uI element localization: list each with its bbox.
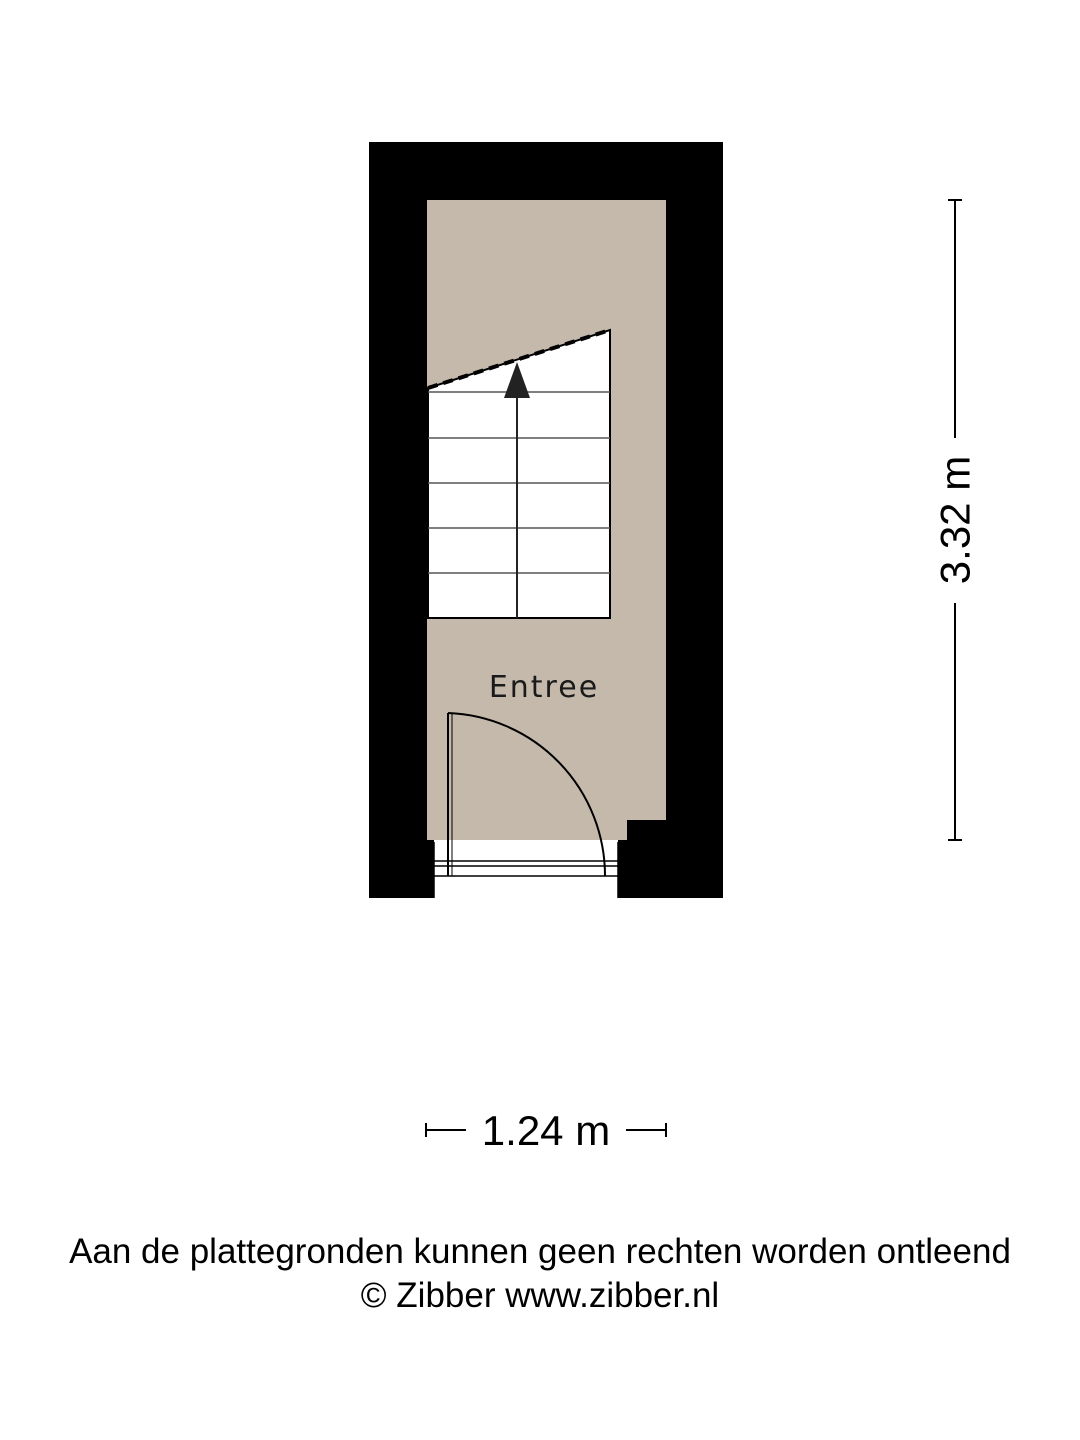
room-label: Entree [488, 670, 600, 705]
copyright-credit: © Zibber www.zibber.nl [360, 1276, 720, 1315]
door-opening [434, 840, 618, 898]
disclaimer-text: Aan de plattegronden kunnen geen rechten worden ontleend [69, 1232, 1011, 1271]
height-dimension-label: 3.32 m [931, 455, 979, 585]
width-dimension-label: 1.24 m [481, 1107, 611, 1154]
wall-notch [627, 820, 667, 842]
